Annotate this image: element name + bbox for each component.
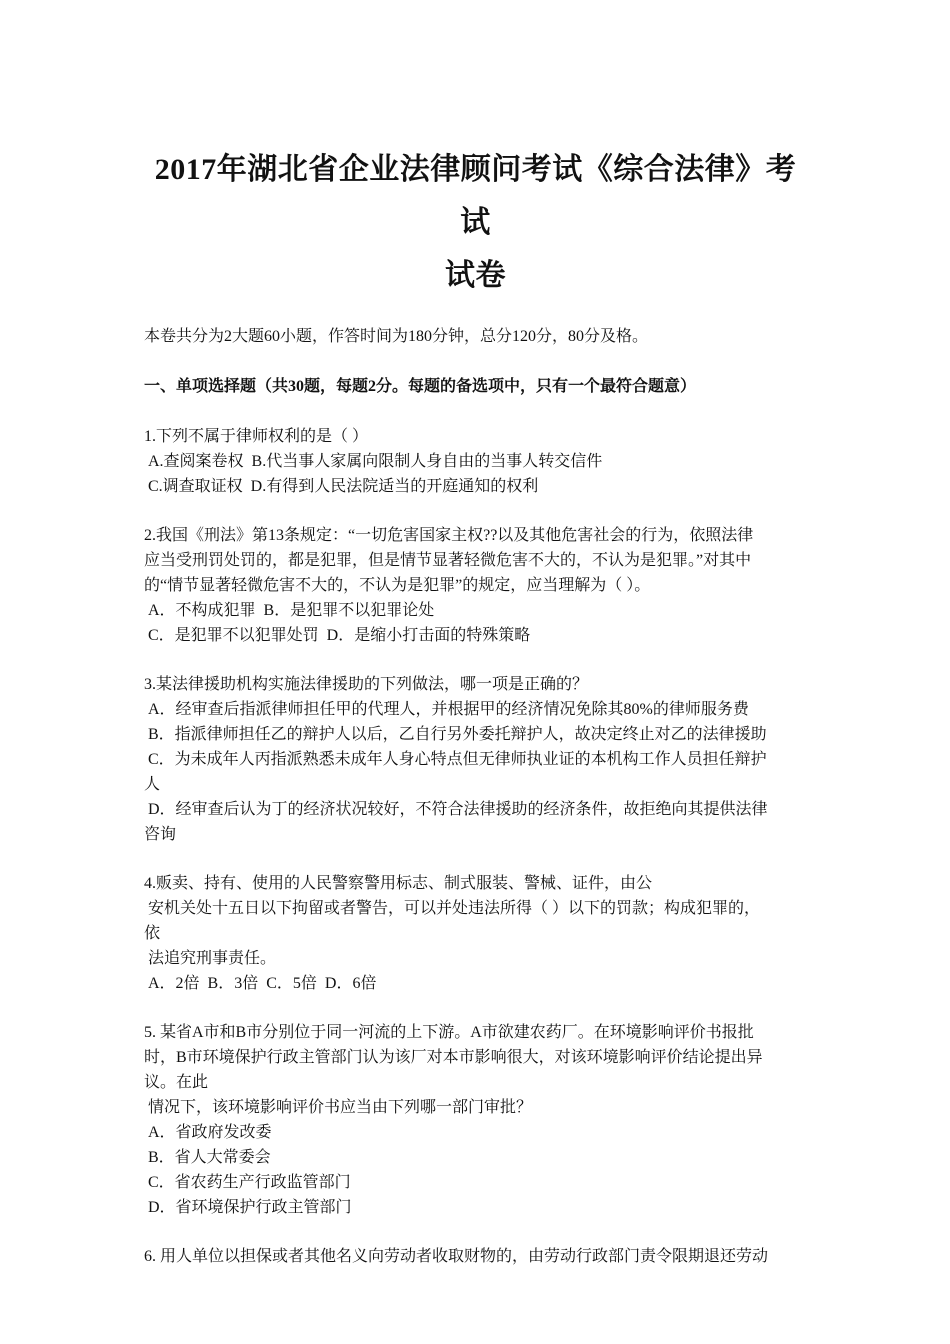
question-2-line: 的“情节显著轻微危害不大的，不认为是犯罪”的规定，应当理解为（ ）。: [144, 577, 651, 594]
question-3-line: 3.某法律援助机构实施法律援助的下列做法，哪一项是正确的？: [144, 676, 589, 693]
question-list: [144, 424, 807, 1269]
question-1-line: C.调查取证权 D.有得到人民法院适当的开庭通知的权利: [144, 478, 539, 495]
question-2-line: 2.我国《刑法》第13条规定：“一切危害国家主权??以及其他危害社会的行为，依照法律: [144, 527, 754, 544]
question-1: [144, 424, 807, 499]
question-4-line: 依: [144, 925, 161, 942]
question-3-line: B．指派律师担任乙的辩护人以后，乙自行另外委托辩护人，故决定终止对乙的法律援助: [144, 726, 767, 743]
document-title: [144, 0, 807, 302]
question-3-line: A．经审查后指派律师担任甲的代理人，并根据甲的经济情况免除其80%的律师服务费: [144, 701, 749, 718]
document-title-line-2: 试卷: [445, 259, 506, 292]
question-2: [144, 523, 807, 648]
question-1-line: A.查阅案卷权 B.代当事人家属向限制人身自由的当事人转交信件: [144, 453, 603, 470]
question-6-line: 6. 用人单位以担保或者其他名义向劳动者收取财物的，由劳动行政部门责令限期退还劳动: [144, 1248, 769, 1265]
question-5-line: A．省政府发改委: [144, 1124, 272, 1141]
question-5-line: B．省人大常委会: [144, 1149, 271, 1166]
exam-intro: 本卷共分为2大题60小题，作答时间为180分钟，总分120分，80分及格。: [144, 328, 649, 345]
question-5: [144, 1020, 807, 1220]
question-3-line: C．为未成年人丙指派熟悉未成年人身心特点但无律师执业证的本机构工作人员担任辩护: [144, 751, 767, 768]
question-5-line: 议。在此: [144, 1074, 209, 1091]
question-3-line: 人: [144, 776, 161, 793]
question-5-line: 时，B市环境保护行政主管部门认为该厂对本市影响很大，对该环境影响评价结论提出异: [144, 1049, 763, 1066]
question-2-line: C．是犯罪不以犯罪处罚 D．是缩小打击面的特殊策略: [144, 627, 531, 644]
question-2-line: A．不构成犯罪 B．是犯罪不以犯罪论处: [144, 602, 435, 619]
question-4: [144, 871, 807, 996]
question-2-line: 应当受刑罚处罚的，都是犯罪，但是情节显著轻微危害不大的，不认为是犯罪。”对其中: [144, 552, 752, 569]
question-6: [144, 1244, 807, 1269]
question-5-line: 5. 某省A市和B市分别位于同一河流的上下游。A市欲建农药厂。在环境影响评价书报批: [144, 1024, 754, 1041]
question-5-line: 情况下，该环境影响评价书应当由下列哪一部门审批？: [144, 1099, 533, 1116]
question-4-line: 4.贩卖、持有、使用的人民警察警用标志、制式服装、警械、证件，由公: [144, 875, 653, 892]
section-heading: 一、单项选择题（共30题，每题2分。每题的备选项中，只有一个最符合题意）: [144, 378, 697, 395]
question-1-line: 1.下列不属于律师权利的是（ ）: [144, 428, 369, 445]
question-4-line: A．2倍 B．3倍 C．5倍 D．6倍: [144, 975, 377, 992]
question-5-line: D．省环境保护行政主管部门: [144, 1199, 352, 1216]
question-5-line: C．省农药生产行政监管部门: [144, 1174, 351, 1191]
question-4-line: 安机关处十五日以下拘留或者警告，可以并处违法所得（ ）以下的罚款；构成犯罪的，: [144, 900, 761, 917]
question-4-line: 法追究刑事责任。: [144, 950, 277, 967]
question-3-line: 咨询: [144, 826, 177, 843]
question-3: [144, 672, 807, 847]
document-title-line-1: 2017年湖北省企业法律顾问考试《综合法律》考试: [154, 153, 797, 239]
question-3-line: D．经审查后认为丁的经济状况较好，不符合法律援助的经济条件，故拒绝向其提供法律: [144, 801, 768, 818]
